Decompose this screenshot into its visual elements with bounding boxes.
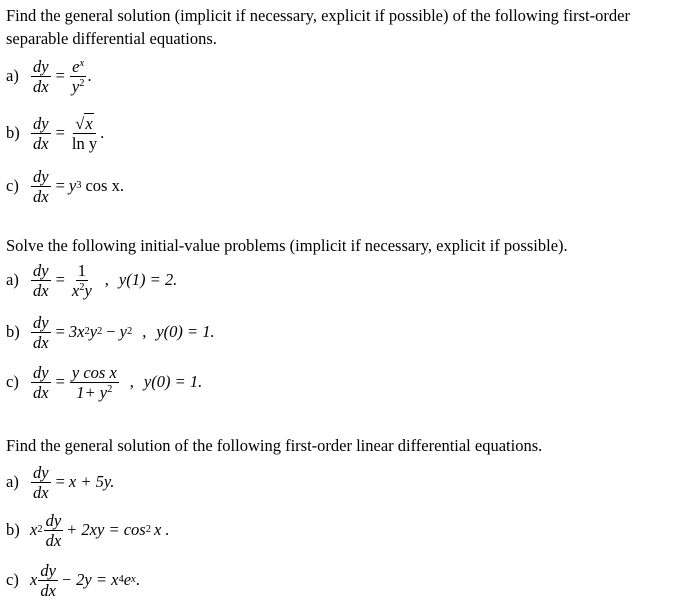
lhs-fraction: $\frac{dy}{dx}$ — [33, 312, 49, 352]
lhs-fraction: $\frac{dy}{dx}$ — [40, 560, 56, 600]
problem-2b: b) $\frac{dy}{dx}$ = 3x 2 y 2 − y 2 , y(0) = 1. — [6, 312, 215, 352]
section1-instructions: Find the general solution (implicit if necessary, explicit if possible) of the following first-order separable differential equations. — [6, 6, 630, 48]
lhs-fraction: $\frac{dy}{dx}$ — [33, 113, 49, 153]
initial-condition: y(0) = 1. — [143, 372, 203, 391]
lhs-fraction: $\frac{dy}{dx}$ — [45, 510, 62, 550]
rhs-fraction: √ x ln y — [71, 114, 98, 153]
problem-label: a) — [6, 66, 19, 85]
problem-1c: c) $\frac{dy}{dx}$ = y 3 cos x . — [6, 166, 124, 206]
lhs-fraction: $\frac{dy}{dx}$ — [33, 56, 49, 96]
lhs-fraction: $\frac{dy}{dx}$ — [33, 166, 49, 206]
problem-2c: c) $\frac{dy}{dx}$ = $\frac{\text{y cos x}}{1+ y^2}$ , y(0) = 1. — [6, 362, 203, 402]
lhs-fraction: $\frac{dy}{dx}$ — [33, 260, 49, 300]
section2-instructions: Solve the following initial-value problems (implicit if necessary, explicit if possible). — [6, 236, 568, 255]
problem-label: b) — [6, 322, 20, 341]
problem-3b: b) x 2 $\frac{dy}{dx}$ + 2xy = cos 2 x . — [6, 510, 170, 550]
rhs-fraction: $\frac{e^x}{y^2}$ — [71, 56, 85, 96]
problem-3c: c) x $\frac{dy}{dx}$ − 2y = x 4 e x . — [6, 560, 140, 600]
problem-label: c) — [6, 176, 19, 195]
initial-condition: y(1) = 2. — [118, 270, 178, 289]
rhs-fraction: $\frac{1}{x^2y}$ — [71, 260, 92, 300]
problem-2a: a) $\frac{dy}{dx}$ = $\frac{1}{x^2y}$ , y(1) = 2. — [6, 260, 178, 300]
section3-instructions: Find the general solution of the following first-order linear differential equations. — [6, 436, 543, 455]
problem-1b: b) $\frac{dy}{dx}$ = √ x ln y . — [6, 113, 105, 153]
problem-label: a) — [6, 472, 19, 491]
problem-label: b) — [6, 123, 20, 142]
lhs-fraction: $\frac{dy}{dx}$ — [33, 462, 49, 502]
rhs-fraction: $\frac{\text{y cos x}}{1+ y^2}$ — [71, 362, 117, 402]
problem-label: b) — [6, 520, 20, 539]
problem-label: a) — [6, 270, 19, 289]
problem-label: c) — [6, 372, 19, 391]
sqrt-symbol: √ x — [75, 114, 93, 133]
lhs-fraction: $\frac{dy}{dx}$ — [33, 362, 49, 402]
problem-1a: a) $\frac{dy}{dx}$ = $\frac{e^x}{y^2}$ . — [6, 56, 92, 96]
problem-3a: a) $\frac{dy}{dx}$ = x + 5y. — [6, 462, 115, 502]
problem-label: c) — [6, 570, 19, 589]
initial-condition: y(0) = 1. — [156, 322, 215, 341]
